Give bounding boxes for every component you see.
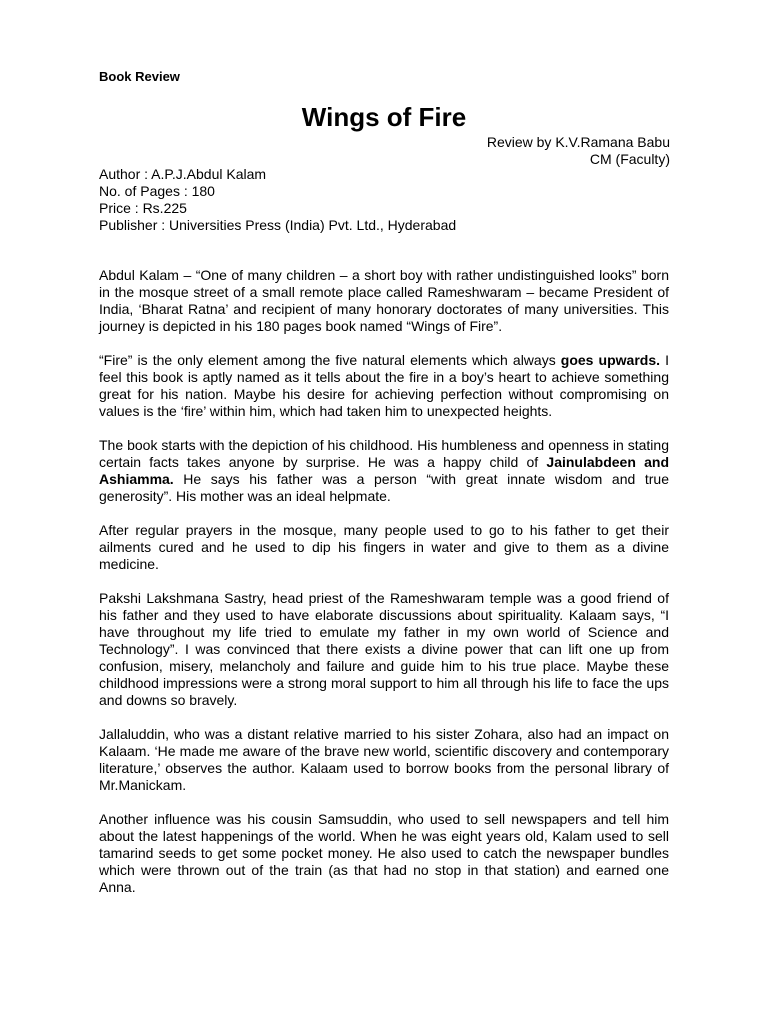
publisher-line: Publisher : Universities Press (India) Pvt. Ltd., Hyderabad (99, 217, 457, 233)
reviewer-block (487, 134, 670, 168)
paragraph-4: After regular prayers in the mosque, many people used to go to his father to get their ailments cured and he used to dip his fingers in water and give to them as a divine medicine. (99, 522, 669, 572)
paragraph-7: Another influence was his cousin Samsuddin, who used to sell newspapers and tell him about the latest happenings of the world. When he was eight years old, Kalam used to sell tamarind seeds to get some pocket money. He also used to catch the newspaper bundles which were thrown out of the train (as that had no stop in that station) and earned one Anna. (99, 811, 669, 895)
section-label: Book Review (99, 69, 180, 84)
reviewer-role: CM (Faculty) (589, 151, 670, 167)
paragraph-6: Jallaluddin, who was a distant relative married to his sister Zohara, also had an impact on Kalaam. ‘He made me aware of the brave new world, scientific discovery and contemporary literature,’ observes the author. Kalaam used to borrow books from the personal library of Mr.Manickam. (99, 726, 669, 793)
review-body (99, 267, 669, 913)
paragraph-1: Abdul Kalam – “One of many children – a short boy with rather undistinguished looks” born in the mosque street of a small remote place called Rameshwaram – became President of India, ‘Bharat Ratna’ and recipient of many honorary doctorates of many universities. This journey is depicted in his 180 pages book named “Wings of Fire”. (99, 267, 669, 334)
page-title: Wings of Fire (301, 102, 467, 132)
paragraph-3: The book starts with the depiction of his childhood. His humbleness and openness in stating certain facts takes anyone by surprise. He was a happy child of Jainulabdeen and Ashiamma. He says his father was a person “with great innate wisdom and true generosity”. His mother was an ideal helpmate. (99, 437, 669, 504)
emphasis-goes-upwards: goes upwards. (560, 352, 661, 368)
reviewer-name: Review by K.V.Ramana Babu (486, 134, 670, 150)
paragraph-5: Pakshi Lakshmana Sastry, head priest of the Rameshwaram temple was a good friend of his father and they used to have elaborate discussions about spirituality. Kalaam says, “I have throughout my life tried to emulate my father in my own world of Science and Technology”. I was convinced that there exists a divine power that can lift one up from confusion, misery, melancholy and failure and guide him to his true place. Maybe these childhood impressions were a strong moral support to him all through his life to face the ups and downs so bravely. (99, 590, 669, 708)
emphasis-parents: Jainulabdeen and Ashiamma. (99, 454, 669, 487)
author-line: Author : A.P.J.Abdul Kalam (99, 166, 267, 182)
pages-line: No. of Pages : 180 (99, 183, 215, 199)
price-line: Price : Rs.225 (99, 200, 187, 216)
paragraph-2: “Fire” is the only element among the five natural elements which always goes upwards. I feel this book is aptly named as it tells about the fire in a boy’s heart to achieve something great for his nation. Maybe his desire for achieving perfection without compromising on values is the ‘fire’ within him, which had taken him to unexpected heights. (99, 352, 669, 419)
book-details (99, 166, 456, 234)
